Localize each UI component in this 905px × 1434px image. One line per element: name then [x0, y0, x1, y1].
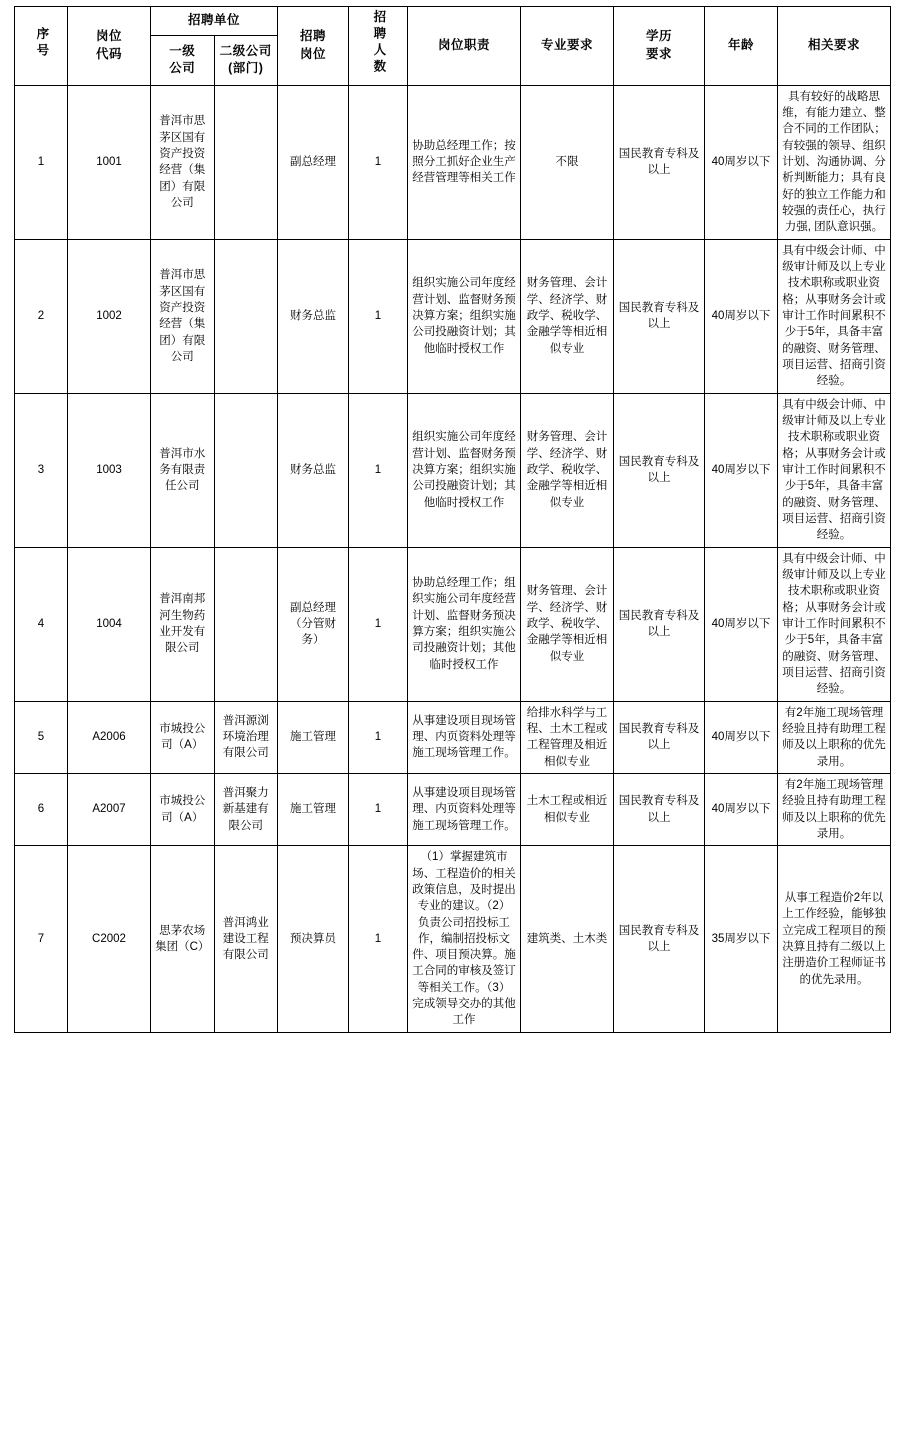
header-education: 学历 要求: [614, 7, 705, 86]
header-post: 招聘 岗位: [278, 7, 349, 86]
cell-age: 40周岁以下: [705, 773, 778, 845]
cell-major: 不限: [521, 85, 614, 239]
cell-duty: 协助总经理工作；按照分工抓好企业生产经营管理等相关工作: [408, 85, 521, 239]
cell-post: 财务总监: [278, 239, 349, 393]
cell-headcount: 1: [349, 85, 408, 239]
table-header: [15, 7, 891, 86]
recruitment-table: [14, 6, 891, 1033]
cell-company-level1: 普洱南邦河生物药业开发有限公司: [151, 547, 215, 701]
cell-post: 施工管理: [278, 773, 349, 845]
cell-company-level2: 普洱鸿业建设工程有限公司: [214, 846, 278, 1033]
cell-major: 建筑类、土木类: [521, 846, 614, 1033]
cell-company-level1: 思茅农场集团（C）: [151, 846, 215, 1033]
cell-seq: 2: [15, 239, 68, 393]
cell-headcount: 1: [349, 393, 408, 547]
cell-seq: 6: [15, 773, 68, 845]
cell-company-level1: 普洱市思茅区国有资产投资经营（集团）有限公司: [151, 239, 215, 393]
cell-major: 财务管理、会计学、经济学、财政学、税收学、金融学等相近相似专业: [521, 547, 614, 701]
cell-company-level2: [214, 239, 278, 393]
cell-seq: 3: [15, 393, 68, 547]
header-other: 相关要求: [778, 7, 891, 86]
cell-headcount: 1: [349, 547, 408, 701]
cell-other: 具有中级会计师、中级审计师及以上专业技术职称或职业资格；从事财务会计或审计工作时间累积不少于5年，具备丰富的融资、财务管理、项目运营、招商引资经验。: [778, 547, 891, 701]
header-age: 年龄: [705, 7, 778, 86]
cell-education: 国民教育专科及以上: [614, 547, 705, 701]
cell-duty: 从事建设项目现场管理、内页资料处理等施工现场管理工作。: [408, 701, 521, 773]
table-row: [15, 239, 891, 393]
cell-company-level2: [214, 393, 278, 547]
cell-education: 国民教育专科及以上: [614, 846, 705, 1033]
cell-age: 40周岁以下: [705, 85, 778, 239]
cell-headcount: 1: [349, 701, 408, 773]
header-duty: 岗位职责: [408, 7, 521, 86]
cell-duty: （1）掌握建筑市场、工程造价的相关政策信息，及时提出专业的建议。（2）负责公司招投标工作，编制招投标文件、项目预决算。施工合同的审核及签订等相关工作。（3）完成领导交办的其他工作: [408, 846, 521, 1033]
cell-post: 副总经理: [278, 85, 349, 239]
cell-code: 1002: [68, 239, 151, 393]
cell-education: 国民教育专科及以上: [614, 393, 705, 547]
cell-company-level2: [214, 85, 278, 239]
cell-age: 35周岁以下: [705, 846, 778, 1033]
cell-age: 40周岁以下: [705, 547, 778, 701]
cell-code: 1003: [68, 393, 151, 547]
cell-seq: 4: [15, 547, 68, 701]
cell-age: 40周岁以下: [705, 239, 778, 393]
cell-company-level1: 普洱市思茅区国有资产投资经营（集团）有限公司: [151, 85, 215, 239]
cell-other: 具有中级会计师、中级审计师及以上专业技术职称或职业资格；从事财务会计或审计工作时间累积不少于5年，具备丰富的融资、财务管理、项目运营、招商引资经验。: [778, 239, 891, 393]
cell-code: A2006: [68, 701, 151, 773]
header-major: 专业要求: [521, 7, 614, 86]
cell-age: 40周岁以下: [705, 393, 778, 547]
table-body: [15, 85, 891, 1032]
header-company-level1: 一级 公司: [151, 35, 215, 85]
table-row: [15, 547, 891, 701]
cell-headcount: 1: [349, 239, 408, 393]
header-code: 岗位 代码: [68, 7, 151, 86]
cell-headcount: 1: [349, 773, 408, 845]
cell-company-level1: 市城投公司（A）: [151, 773, 215, 845]
cell-company-level1: 市城投公司（A）: [151, 701, 215, 773]
table-row: [15, 846, 891, 1033]
cell-post: 财务总监: [278, 393, 349, 547]
cell-duty: 组织实施公司年度经营计划、监督财务预决算方案；组织实施公司投融资计划；其他临时授权工作: [408, 239, 521, 393]
cell-other: 具有中级会计师、中级审计师及以上专业技术职称或职业资格；从事财务会计或审计工作时间累积不少于5年，具备丰富的融资、财务管理、项目运营、招商引资经验。: [778, 393, 891, 547]
cell-code: C2002: [68, 846, 151, 1033]
cell-age: 40周岁以下: [705, 701, 778, 773]
cell-company-level2: 普洱源浏环境治理有限公司: [214, 701, 278, 773]
header-headcount: 招聘人数: [349, 7, 408, 86]
header-seq: 序号: [15, 7, 68, 86]
cell-seq: 1: [15, 85, 68, 239]
cell-post: 预决算员: [278, 846, 349, 1033]
cell-code: A2007: [68, 773, 151, 845]
cell-post: 施工管理: [278, 701, 349, 773]
cell-major: 财务管理、会计学、经济学、财政学、税收学、金融学等相近相似专业: [521, 239, 614, 393]
cell-headcount: 1: [349, 846, 408, 1033]
cell-seq: 5: [15, 701, 68, 773]
cell-duty: 组织实施公司年度经营计划、监督财务预决算方案；组织实施公司投融资计划；其他临时授权工作: [408, 393, 521, 547]
cell-duty: 从事建设项目现场管理、内页资料处理等施工现场管理工作。: [408, 773, 521, 845]
cell-other: 有2年施工现场管理经验且持有助理工程师及以上职称的优先录用。: [778, 773, 891, 845]
table-row: [15, 393, 891, 547]
cell-seq: 7: [15, 846, 68, 1033]
cell-other: 从事工程造价2年以上工作经验，能够独立完成工程项目的预决算且持有二级以上注册造价工程师证书的优先录用。: [778, 846, 891, 1033]
cell-education: 国民教育专科及以上: [614, 773, 705, 845]
cell-company-level2: [214, 547, 278, 701]
cell-code: 1001: [68, 85, 151, 239]
cell-education: 国民教育专科及以上: [614, 239, 705, 393]
cell-code: 1004: [68, 547, 151, 701]
cell-major: 土木工程或相近相似专业: [521, 773, 614, 845]
cell-education: 国民教育专科及以上: [614, 85, 705, 239]
cell-post: 副总经理（分管财务）: [278, 547, 349, 701]
cell-education: 国民教育专科及以上: [614, 701, 705, 773]
header-row-1: [15, 7, 891, 36]
cell-duty: 协助总经理工作；组织实施公司年度经营计划、监督财务预决算方案；组织实施公司投融资计划；其他临时授权工作: [408, 547, 521, 701]
cell-major: 财务管理、会计学、经济学、财政学、税收学、金融学等相近相似专业: [521, 393, 614, 547]
cell-company-level1: 普洱市水务有限责任公司: [151, 393, 215, 547]
table-row: [15, 773, 891, 845]
table-row: [15, 85, 891, 239]
cell-other: 具有较好的战略思维，有能力建立、整合不同的工作团队；有较强的领导、组织计划、沟通协调、分析判断能力；具有良好的独立工作能力和较强的责任心，执行力强, 团队意识强。: [778, 85, 891, 239]
header-unit-group: 招聘单位: [151, 7, 278, 36]
cell-major: 给排水科学与工程、土木工程或工程管理及相近相似专业: [521, 701, 614, 773]
table-row: [15, 701, 891, 773]
cell-company-level2: 普洱聚力新基建有限公司: [214, 773, 278, 845]
cell-other: 有2年施工现场管理经验且持有助理工程师及以上职称的优先录用。: [778, 701, 891, 773]
header-company-level2: 二级公司 (部门): [214, 35, 278, 85]
